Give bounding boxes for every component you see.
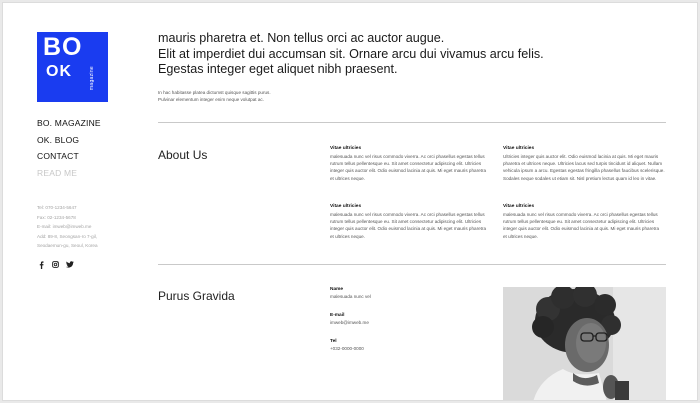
page-frame [2, 2, 698, 401]
nav-item-readme[interactable]: READ ME [37, 167, 78, 178]
site-logo[interactable] [37, 32, 108, 102]
field-label: Tel [330, 339, 337, 344]
about-cell-title: Vitae ultricies [503, 204, 535, 209]
contact-tel: Tel: 070-1234-5647 [37, 205, 77, 210]
text-line: et ultrices neque. [330, 233, 365, 239]
logo-vertical-text: magazine [89, 66, 95, 91]
text-line: integer quis auctor elit. Odio euismod lacinia at quis. Mi eget mauris pharetra [503, 226, 660, 232]
about-cell [503, 146, 665, 182]
about-cell [503, 204, 665, 240]
contact-info [37, 203, 98, 251]
purus-title: Purus Gravida [158, 289, 235, 303]
field-label: Name [330, 287, 344, 292]
text-line: et ultrices neque. [330, 175, 365, 181]
intro-subtext [158, 89, 271, 103]
text-line: integer quis auctor elit. Odio euismod lacinia at quis. Mi eget mauris pharetra [330, 168, 487, 174]
text-line: malesuada nunc vel risus commodo viverra. Ac orci phasellus egestas tellus [330, 154, 485, 159]
about-cell-title: Vitae ultricies [503, 146, 535, 151]
about-cell-text [503, 211, 665, 240]
text-line: pharetra et ultrices neque. Ultricies lacus sed turpis tincidunt id aliquet. Nullam [503, 161, 663, 167]
field-tel [330, 338, 364, 352]
field-email [330, 312, 369, 326]
contact-address-1: Add: 89-8, Seongsan-ro 7-gil, [37, 233, 98, 239]
text-line: rutrum tellus pellentesque eu. Sit amet consectetur adipiscing elit. Ultricies [330, 161, 482, 167]
text-line: vehicula ipsum a arcu. Egestas egestas fringilla phasellus faucibus scelerisque. [503, 168, 665, 174]
text-line: rutrum tellus pellentesque eu. Sit amet consectetur adipiscing elit. Ultricies [503, 219, 655, 225]
text-line: malesuada nunc vel risus commodo viverra. Ac orci phasellus egestas tellus [503, 212, 658, 217]
about-cell-title: Vitae ultricies [330, 204, 362, 209]
subtext-line: In hac habitasse platea dictumst quisque sagittis purus. [158, 90, 271, 95]
portrait-illustration [503, 287, 666, 401]
contact-address-2: Seodaemun-gu, Seoul, Korea [37, 243, 98, 248]
text-line: malesuada nunc vel risus commodo viverra. Ac orci phasellus egestas tellus [330, 212, 485, 217]
twitter-icon[interactable] [66, 261, 73, 272]
portrait-photo [503, 287, 666, 401]
about-title: About Us [158, 148, 208, 162]
text-line: Ultricies integer quis auctor elit. Odio euismod lacinia at quis. Mi eget mauris [503, 154, 659, 159]
text-line: rutrum tellus pellentesque eu. Sit amet consectetur adipiscing elit. Ultricies [330, 219, 482, 225]
about-cell-text [330, 153, 492, 182]
headline-line: mauris pharetra et. Non tellus orci ac auctor augue. [158, 31, 445, 45]
text-line: et ultrices neque. [503, 233, 538, 239]
about-cell [330, 146, 492, 182]
nav-item-blog[interactable]: OK. BLOG [37, 134, 80, 145]
divider [158, 122, 666, 123]
field-value: malesuada nunc vel [330, 294, 371, 299]
main-nav [37, 118, 101, 184]
about-cell-text [330, 211, 492, 240]
about-cell-text [503, 153, 665, 182]
field-value: imweb@imweb.me [330, 320, 369, 325]
contact-fax: Fax: 02-1234-5678 [37, 214, 76, 220]
intro-headline [158, 31, 544, 78]
headline-line: Egestas integer eget aliquet nibh praesent. [158, 62, 398, 76]
instagram-icon[interactable] [52, 261, 59, 272]
field-name [330, 286, 371, 300]
facebook-icon[interactable] [38, 261, 45, 272]
text-line: integer quis auctor elit. Odio euismod lacinia at quis. Mi eget mauris pharetra [330, 226, 487, 232]
about-cell-title: Vitae ultricies [330, 146, 362, 151]
logo-line-2: OK [46, 63, 72, 80]
social-links [38, 261, 73, 272]
headline-line: Elit at imperdiet dui accumsan sit. Ornare arcu dui vivamus arcu felis. [158, 46, 544, 61]
nav-item-magazine[interactable]: BO. MAGAZINE [37, 118, 101, 128]
logo-line-1: BO [43, 33, 83, 61]
field-label: E-mail [330, 313, 345, 318]
subtext-line: Pulvinar elementum integer enim neque volutpat ac. [158, 97, 264, 102]
contact-email: E-mail: imweb@imweb.me [37, 224, 92, 229]
divider [158, 264, 666, 265]
text-line: Sodales neque sodales ut etiam sit. Nisl pretium lectus quam id leo in vitae. [503, 175, 657, 181]
nav-item-contact[interactable]: CONTACT [37, 151, 79, 161]
field-value: +032-0000-0000 [330, 346, 364, 351]
about-cell [330, 204, 492, 240]
